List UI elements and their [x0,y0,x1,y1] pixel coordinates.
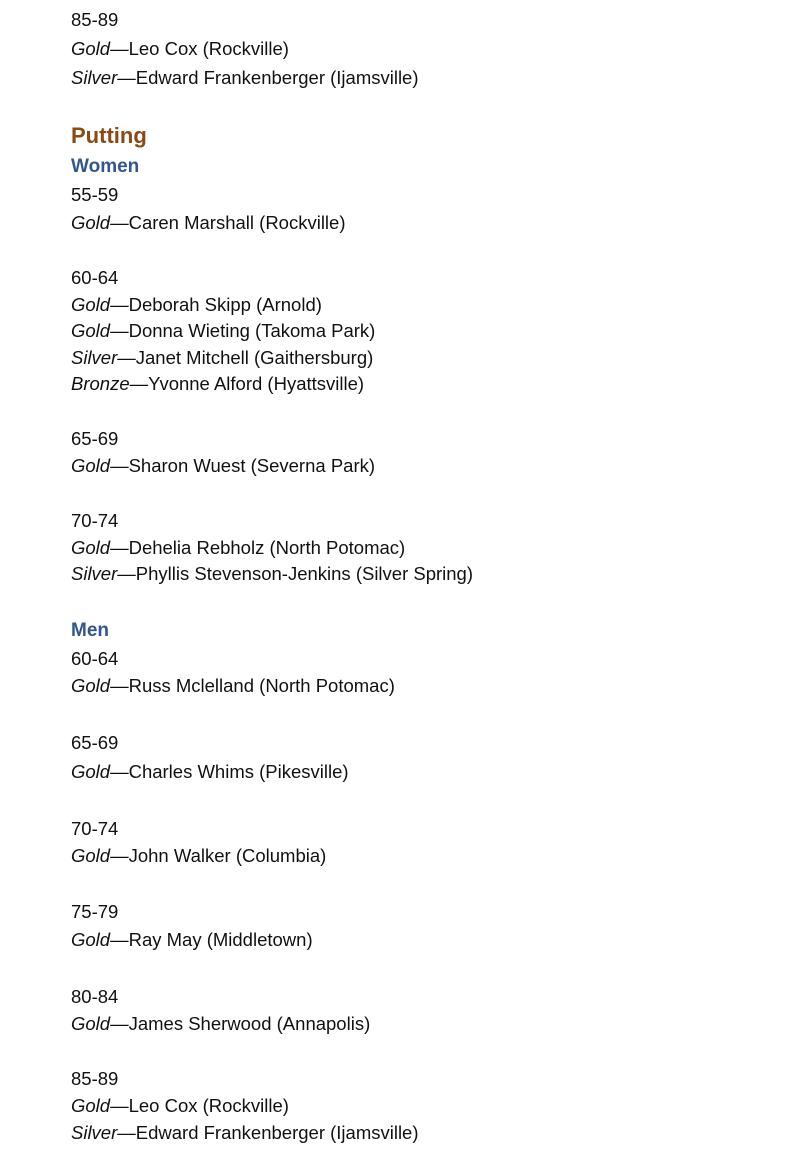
athlete-name: Edward Frankenberger (Ijamsville) [135,67,419,88]
athlete-name: Edward Frankenberger (Ijamsville) [135,1122,419,1143]
medal-label: Silver [71,347,118,368]
dash: — [110,212,129,233]
dash: — [110,455,129,476]
athlete-name: Leo Cox (Rockville) [128,38,289,59]
athlete-name: John Walker (Columbia) [128,845,327,866]
athlete-name: Janet Mitchell (Gaithersburg) [135,347,374,368]
dash: — [117,67,136,88]
dash: — [110,761,129,782]
medal-label: Gold [71,929,111,950]
result-line [71,372,364,396]
result-line [71,1012,370,1036]
age-group-label: 70-74 [71,818,119,839]
athlete-name: Phyllis Stevenson-Jenkins (Silver Spring) [135,563,474,584]
age-group-label: 80-84 [71,986,119,1007]
age-group-label: 60-64 [71,648,119,669]
dash: — [110,1013,129,1034]
age-group-label: 55-59 [71,184,119,205]
dash: — [110,929,129,950]
result-line [71,319,375,343]
athlete-name: Charles Whims (Pikesville) [128,761,349,782]
dash: — [110,294,129,315]
result-line [71,293,322,317]
medal-label: Gold [71,675,111,696]
women-heading: Women [71,156,140,177]
result-line [71,211,346,235]
section-title: Putting [71,123,147,148]
medal-label: Gold [71,845,111,866]
medal-label: Gold [71,537,111,558]
medal-label: Gold [71,761,111,782]
athlete-name: Leo Cox (Rockville) [128,1095,289,1116]
result-line [71,844,326,868]
medal-label: Gold [71,38,111,59]
dash: — [110,537,129,558]
result-line [71,1121,419,1145]
age-group-label: 65-69 [71,428,119,449]
dash: — [129,373,149,394]
age-group-label: 85-89 [71,1068,119,1089]
athlete-name: Yvonne Alford (Hyattsville) [148,373,365,394]
athlete-name: Sharon Wuest (Severna Park) [128,455,376,476]
dash: — [110,320,129,341]
result-line [71,760,349,784]
dash: — [110,845,129,866]
result-line [71,536,405,560]
result-line [71,674,395,698]
athlete-name: Dehelia Rebholz (North Potomac) [128,537,406,558]
result-line [71,562,473,586]
athlete-name: James Sherwood (Annapolis) [128,1013,371,1034]
athlete-name: Ray May (Middletown) [128,929,313,950]
dash: — [117,563,136,584]
dash: — [117,347,136,368]
result-line [71,37,289,61]
medal-label: Gold [71,294,111,315]
age-group-label: 65-69 [71,732,119,753]
medal-label: Silver [71,67,118,88]
result-line [71,346,373,370]
age-group-label: 70-74 [71,510,119,531]
age-group-label: 60-64 [71,267,119,288]
dash: — [110,675,129,696]
age-group-label: 85-89 [71,9,119,30]
medal-label: Gold [71,1013,111,1034]
dash: — [117,1122,136,1143]
dash: — [110,38,129,59]
athlete-name: Donna Wieting (Takoma Park) [128,320,376,341]
medal-label: Gold [71,1095,111,1116]
result-line [71,1094,289,1118]
athlete-name: Caren Marshall (Rockville) [128,212,346,233]
medal-label: Gold [71,320,111,341]
medal-label: Bronze [71,373,130,394]
result-line [71,454,375,478]
result-line [71,928,313,952]
age-group-label: 75-79 [71,901,119,922]
medal-label: Silver [71,563,118,584]
medal-label: Gold [71,212,111,233]
result-line [71,66,419,90]
dash: — [110,1095,129,1116]
men-heading: Men [71,620,109,641]
medal-label: Silver [71,1122,118,1143]
athlete-name: Russ Mclelland (North Potomac) [128,675,395,696]
athlete-name: Deborah Skipp (Arnold) [128,294,322,315]
medal-label: Gold [71,455,111,476]
